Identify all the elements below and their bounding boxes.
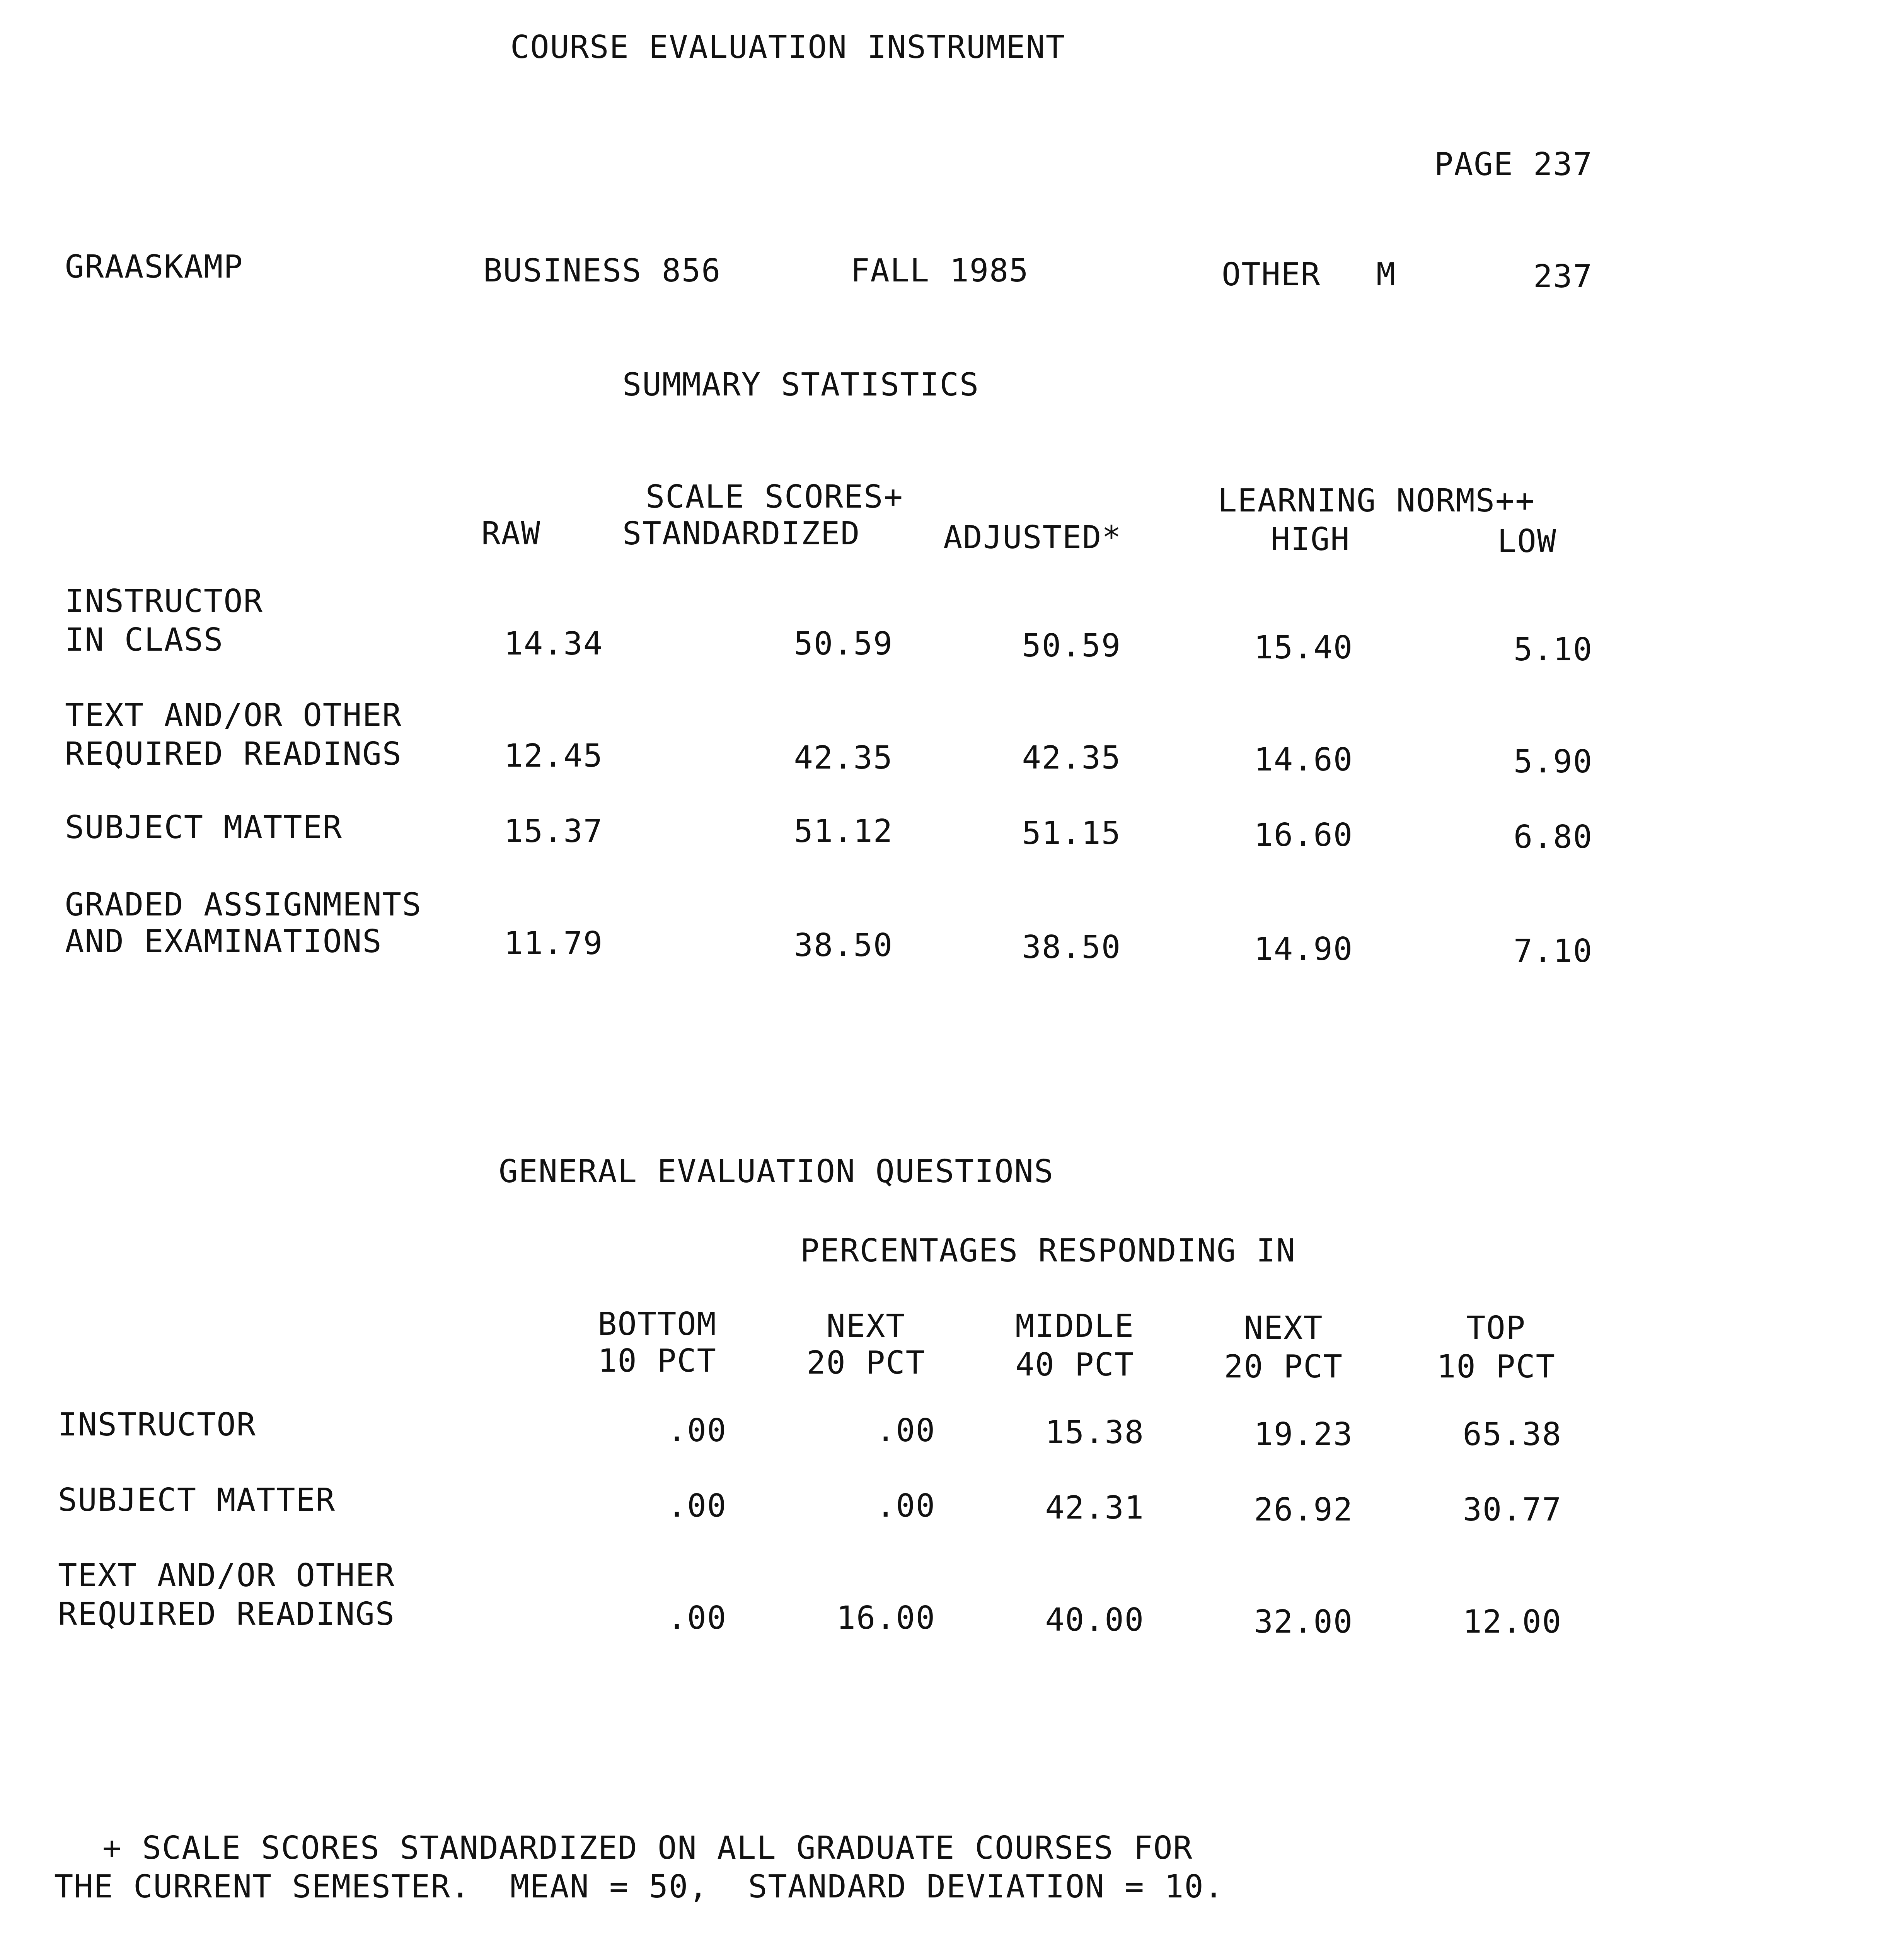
row-label: TEXT AND/OR OTHER <box>65 697 402 734</box>
pct-next-20-high: 26.92 <box>1254 1492 1353 1528</box>
course-name: BUSINESS 856 <box>483 252 721 289</box>
norm-low-value: 7.10 <box>1513 933 1593 970</box>
col-top-10-pct: 10 PCT <box>1437 1348 1556 1385</box>
standardized-value: 51.12 <box>794 813 893 850</box>
col-bottom-10: BOTTOM <box>598 1306 717 1343</box>
row-label: INSTRUCTOR <box>65 583 263 620</box>
norm-high-value: 14.60 <box>1254 741 1353 778</box>
col-raw: RAW <box>481 515 541 552</box>
adjusted-value: 42.35 <box>1022 740 1121 776</box>
pct-next-20-high: 19.23 <box>1254 1416 1353 1453</box>
row-label: INSTRUCTOR <box>58 1406 256 1443</box>
pct-middle-40: 40.00 <box>1045 1602 1144 1638</box>
row-label: SUBJECT MATTER <box>65 809 343 846</box>
col-next-20-high: NEXT <box>1244 1310 1323 1347</box>
row-label-cont: AND EXAMINATIONS <box>65 923 382 960</box>
row-label-cont: REQUIRED READINGS <box>58 1596 395 1633</box>
pct-top-10: 65.38 <box>1463 1416 1562 1453</box>
row-label-cont: REQUIRED READINGS <box>65 736 402 772</box>
scale-scores-header: SCALE SCORES+ <box>646 479 903 515</box>
adjusted-value: 50.59 <box>1022 627 1121 664</box>
course-code: 237 <box>1533 258 1593 295</box>
col-high: HIGH <box>1271 521 1350 558</box>
row-label: GRADED ASSIGNMENTS <box>65 886 422 923</box>
course-term: FALL 1985 <box>851 252 1029 289</box>
standardized-value: 42.35 <box>794 740 893 776</box>
raw-value: 11.79 <box>504 925 603 962</box>
row-label-cont: IN CLASS <box>65 622 224 658</box>
adjusted-value: 38.50 <box>1022 929 1121 966</box>
col-low: LOW <box>1497 523 1557 560</box>
col-standardized: STANDARDIZED <box>622 515 861 552</box>
summary-title: SUMMARY STATISTICS <box>622 366 980 403</box>
standardized-value: 38.50 <box>794 927 893 964</box>
col-middle-40-pct: 40 PCT <box>1015 1347 1134 1383</box>
standardized-value: 50.59 <box>794 626 893 662</box>
learning-norms-header: LEARNING NORMS++ <box>1218 482 1535 519</box>
col-adjusted: ADJUSTED* <box>943 519 1122 556</box>
raw-value: 14.34 <box>504 626 603 662</box>
norm-high-value: 14.90 <box>1254 931 1353 968</box>
pct-middle-40: 42.31 <box>1045 1490 1144 1526</box>
course-flag: M <box>1376 256 1396 293</box>
pct-next-20-low: .00 <box>876 1412 936 1449</box>
course-category: OTHER <box>1222 256 1321 293</box>
col-middle-40: MIDDLE <box>1015 1308 1134 1345</box>
footnote-scale-scores: + SCALE SCORES STANDARDIZED ON ALL GRADUATE COURSES FOR <box>102 1830 1193 1867</box>
general-title: GENERAL EVALUATION QUESTIONS <box>499 1153 1054 1190</box>
pct-next-20-low: .00 <box>876 1488 936 1524</box>
col-next-20-low: NEXT <box>826 1308 906 1345</box>
col-next-20-low-pct: 20 PCT <box>806 1345 926 1381</box>
raw-value: 15.37 <box>504 813 603 850</box>
row-label: TEXT AND/OR OTHER <box>58 1557 395 1594</box>
adjusted-value: 51.15 <box>1022 815 1121 852</box>
page-label: PAGE 237 <box>1434 146 1593 183</box>
norm-high-value: 15.40 <box>1254 629 1353 666</box>
document-title: COURSE EVALUATION INSTRUMENT <box>510 29 1066 66</box>
norm-low-value: 5.10 <box>1513 631 1593 668</box>
norm-low-value: 5.90 <box>1513 743 1593 780</box>
general-subtitle: PERCENTAGES RESPONDING IN <box>800 1232 1296 1269</box>
pct-top-10: 30.77 <box>1463 1492 1562 1528</box>
pct-bottom-10: .00 <box>667 1600 727 1636</box>
norm-low-value: 6.80 <box>1513 819 1593 856</box>
raw-value: 12.45 <box>504 738 603 774</box>
row-label: SUBJECT MATTER <box>58 1482 336 1519</box>
footnote-scale-scores-cont: THE CURRENT SEMESTER. MEAN = 50, STANDARD DEVIATION = 10. <box>54 1868 1224 1905</box>
instructor-name: GRAASKAMP <box>65 249 244 285</box>
pct-top-10: 12.00 <box>1463 1604 1562 1640</box>
col-next-20-high-pct: 20 PCT <box>1224 1348 1343 1385</box>
pct-next-20-low: 16.00 <box>836 1600 936 1636</box>
pct-next-20-high: 32.00 <box>1254 1604 1353 1640</box>
pct-middle-40: 15.38 <box>1045 1414 1144 1451</box>
pct-bottom-10: .00 <box>667 1412 727 1449</box>
pct-bottom-10: .00 <box>667 1488 727 1524</box>
col-bottom-10-pct: 10 PCT <box>598 1343 717 1379</box>
norm-high-value: 16.60 <box>1254 817 1353 854</box>
col-top-10: TOP <box>1466 1310 1526 1347</box>
